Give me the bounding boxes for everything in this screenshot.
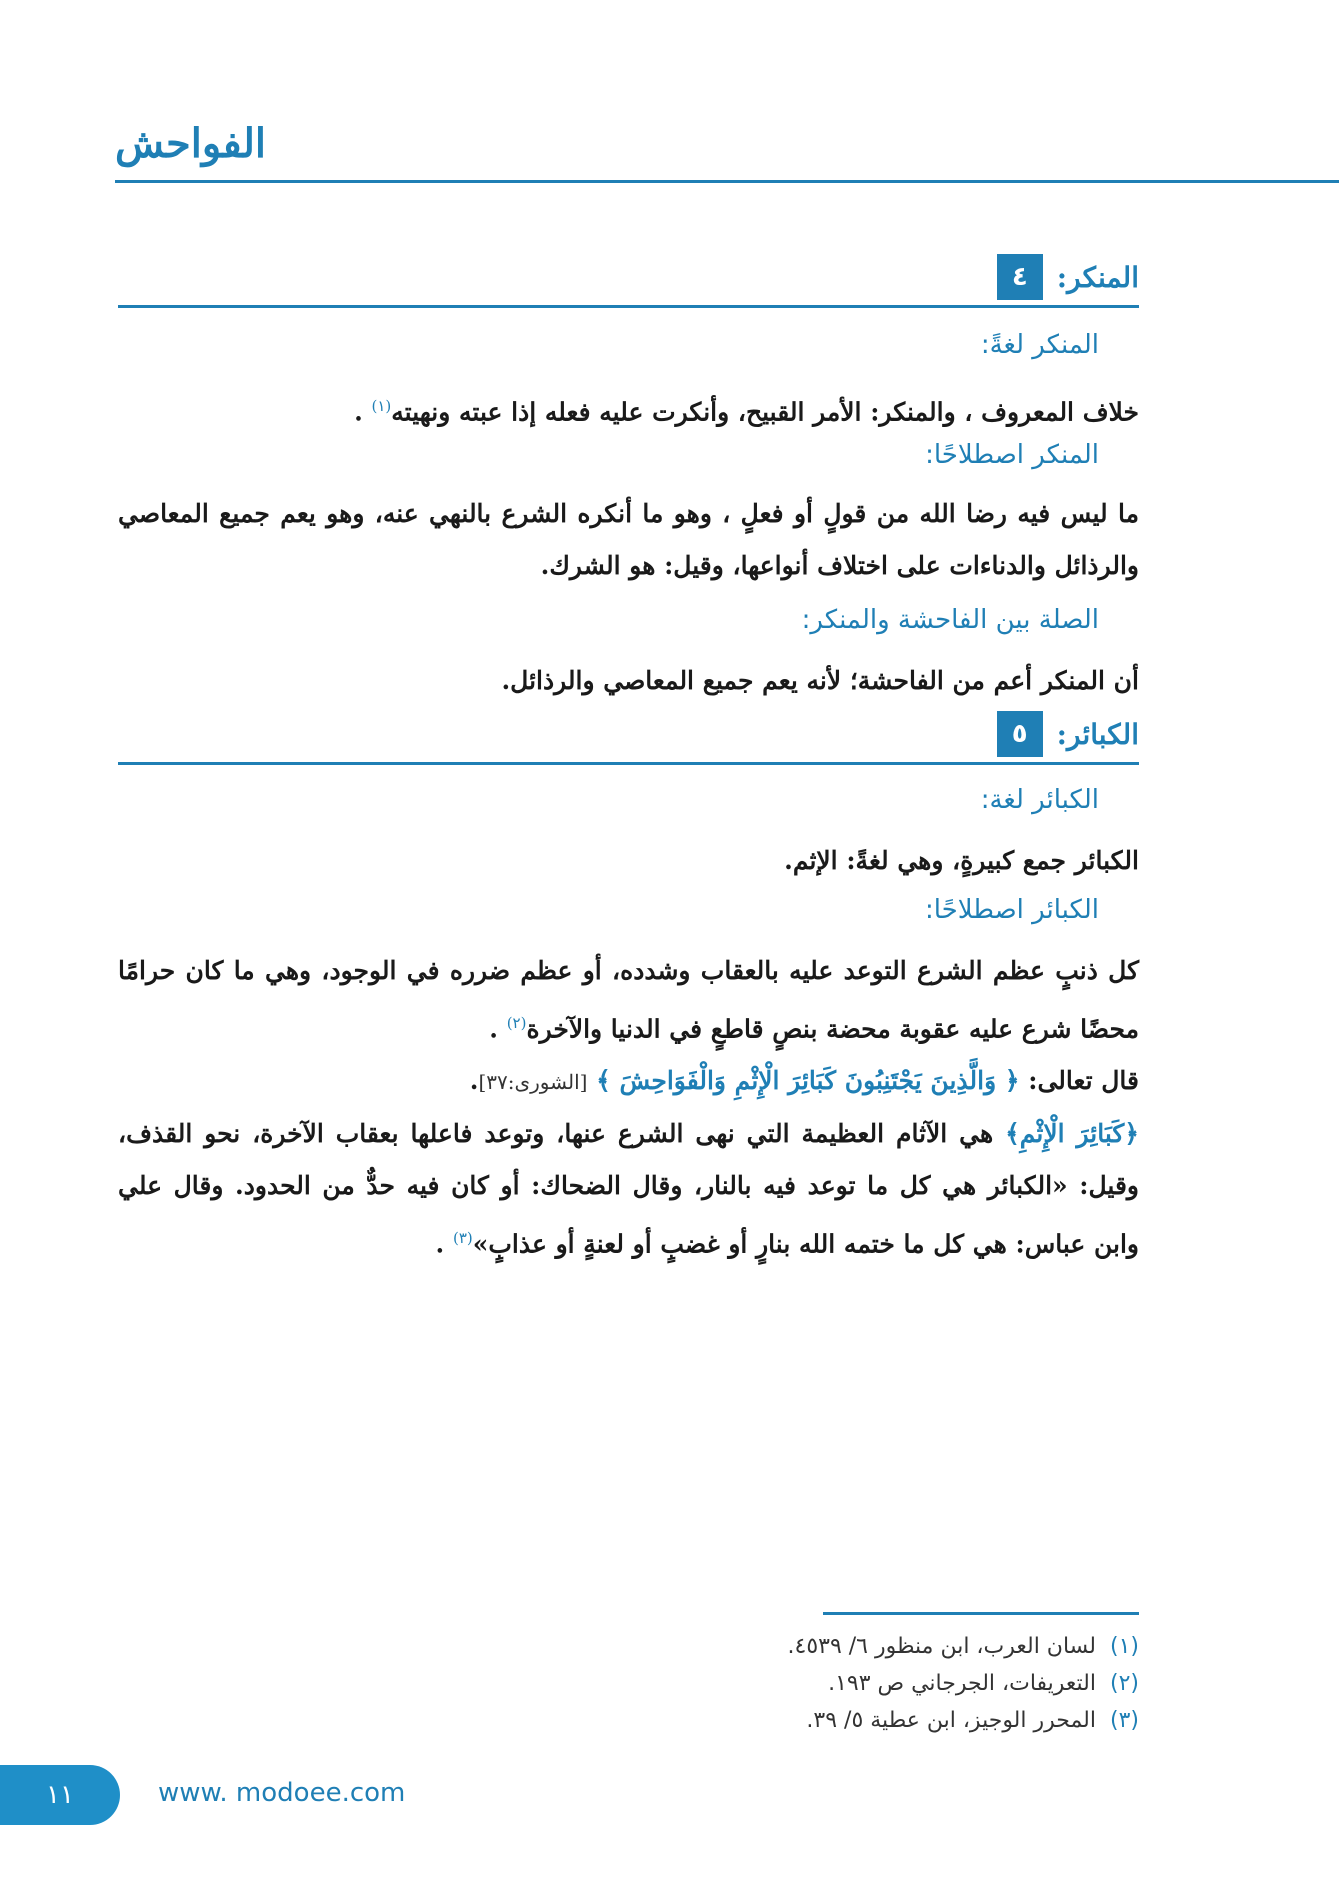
footnotes — [788, 1628, 1140, 1739]
kabair-term-text: كل ذنبٍ عظم الشرع التوعد عليه بالعقاب وشدده، أو عظم ضرره في الوجود، وهي ما كان حرامًا محضًا شرع عليه عقوبة محضة بنصٍ قاطعٍ في الدنيا والآخرة — [118, 956, 1139, 1044]
munkar-lang-text: خلاف المعروف ، والمنكر: الأمر القبيح، وأنكرت عليه فعله إذا عبته ونهيته — [391, 397, 1139, 427]
footnote-text: لسان العرب، ابن منظور ٦/ ٤٥٣٩. — [787, 1634, 1096, 1659]
page-title: الفواحش — [115, 120, 267, 167]
munkar-term-paragraph — [118, 488, 1139, 592]
section-4-divider — [118, 305, 1139, 308]
kabair-explanation: هي الآثام العظيمة التي نهى الشرع عنها، وتوعد فاعلها بعقاب الآخرة، نحو القذف، وقيل: «الكبائر هي كل ما توعد فيه بالنار، وقال الضحاك: أو كان فيه حدٌّ من الحدود. وقال علي وابن عباس: هي كل ما ختمه الله بنارٍ أو غضبٍ أو لعنةٍ أو عذابٍ» — [118, 1119, 1139, 1259]
verse-keyword: ﴿كَبَائِرَ الْإِثْمِ﴾ — [1005, 1119, 1139, 1149]
section-5-heading — [997, 711, 1139, 757]
kabair-term-heading: الكبائر اصطلاحًا: — [924, 895, 1099, 925]
kabair-lang-paragraph — [118, 835, 1139, 887]
footnote-number: (١) — [1109, 1634, 1139, 1659]
section-5-number: ٥ — [997, 711, 1043, 757]
footnote-divider — [823, 1612, 1139, 1615]
website-link[interactable]: www. modoee.com — [158, 1778, 406, 1808]
kabair-term-paragraph: كل ذنبٍ عظم الشرع التوعد عليه بالعقاب وشدده، أو عظم ضرره في الوجود، وهي ما كان حرامًا محضًا شرع عليه عقوبة محضة بنصٍ قاطعٍ في الدنيا والآخرة$^{(٢)}$ . قال تعالى: ﴿ وَالَّذِينَ يَجْتَنِبُونَ كَبَائِرَ الْإِثْمِ وَالْفَوَاحِشَ ﴾ [الشورى:٣٧]. ﴿كَبَائِرَ الْإِثْمِ﴾ هي الآثام العظيمة التي نهى الشرع عنها، وتوعد فاعلها بعقاب الآخرة، نحو القذف، وقيل: «الكبائر هي كل ما توعد فيه بالنار، وقال الضحاك: أو كان فيه حدٌّ من الحدود. وقال علي وابن عباس: هي كل ما ختمه الله بنارٍ أو غضبٍ أو لعنةٍ أو عذابٍ»$^{(٣)}$ . — [118, 956, 1139, 1259]
footnote-number: (٣) — [1109, 1708, 1139, 1733]
section-4-number: ٤ — [997, 254, 1043, 300]
quran-verse: ﴿ وَالَّذِينَ يَجْتَنِبُونَ كَبَائِرَ الْإِثْمِ وَالْفَوَاحِشَ ﴾ — [596, 1066, 1020, 1096]
footnote-ref-1: (١) — [371, 397, 392, 415]
verse-intro: قال تعالى: — [1028, 1066, 1139, 1096]
relation-heading: الصلة بين الفاحشة والمنكر: — [801, 605, 1099, 635]
section-4-heading — [997, 254, 1139, 300]
kabair-lang-text: الكبائر جمع كبيرةٍ، وهي لغةً: الإثم. — [784, 846, 1139, 875]
footnote-ref-3: (٣) — [452, 1229, 473, 1248]
header-divider — [115, 180, 1339, 183]
page-number: ١١ — [0, 1765, 120, 1825]
relation-text: أن المنكر أعم من الفاحشة؛ لأنه يعم جميع المعاصي والرذائل. — [501, 666, 1139, 695]
footnote-ref-2: (٢) — [506, 1014, 527, 1032]
munkar-term-text: ما ليس فيه رضا الله من قولٍ أو فعلٍ ، وهو ما أنكره الشرع بالنهي عنه، وهو يعم جميع المعاصي والرذائل والدناءات على اختلاف أنواعها، وقيل: هو الشرك. — [118, 499, 1139, 580]
kabair-lang-heading: الكبائر لغة: — [980, 785, 1099, 815]
section-5-title: الكبائر: — [1056, 717, 1139, 751]
footnote-item — [788, 1702, 1140, 1739]
footnote-text: المحرر الوجيز، ابن عطية ٥/ ٣٩. — [806, 1708, 1096, 1733]
relation-paragraph — [118, 655, 1139, 707]
verse-reference: [الشورى:٣٧] — [478, 1070, 588, 1095]
section-5-divider — [118, 762, 1139, 765]
footnote-item — [788, 1665, 1140, 1702]
footnote-text: التعريفات، الجرجاني ص ١٩٣. — [828, 1671, 1096, 1696]
munkar-term-heading: المنكر اصطلاحًا: — [925, 440, 1099, 470]
section-4-title: المنكر: — [1056, 260, 1139, 294]
footnote-item — [788, 1628, 1140, 1665]
footnote-number: (٢) — [1109, 1671, 1139, 1696]
munkar-lang-heading: المنكر لغةً: — [980, 330, 1099, 360]
munkar-lang-paragraph: خلاف المعروف ، والمنكر: الأمر القبيح، وأنكرت عليه فعله إذا عبته ونهيته$^{(١)}$ . — [354, 397, 1139, 427]
